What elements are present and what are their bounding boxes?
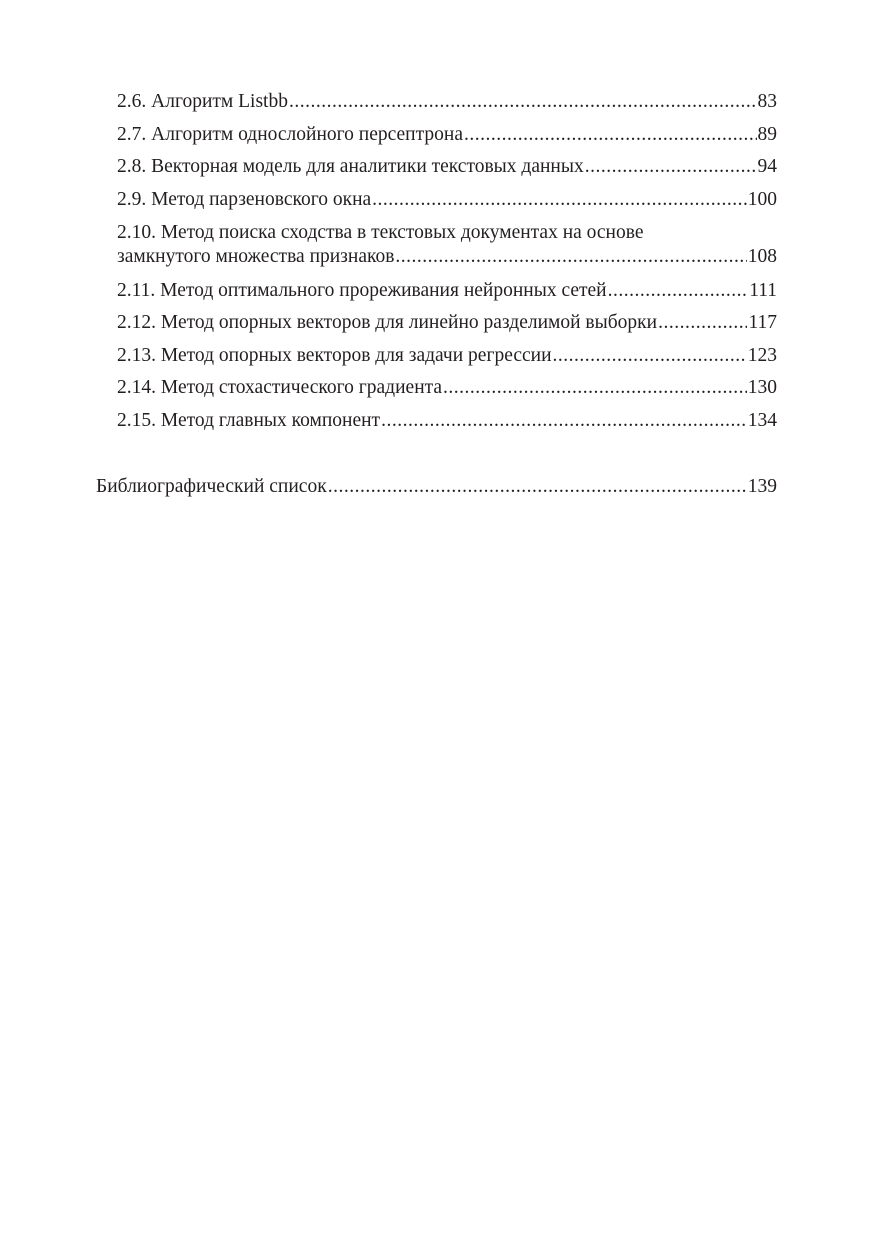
dot-leader [585,155,757,179]
dot-leader [372,188,747,212]
toc-entry[interactable] [117,155,777,179]
toc-entry-page: 134 [747,410,777,431]
toc-entry-page: 108 [747,246,777,267]
toc-entry[interactable] [117,188,777,212]
toc-entry[interactable] [117,279,777,303]
toc-entry-page: 117 [748,312,777,333]
dot-leader [328,475,747,499]
toc-entry[interactable] [117,376,777,400]
toc-entry-page: 89 [757,124,777,145]
toc-entry-title: 2.12. Метод опорных векторов для линейно разделимой выборки [117,312,658,333]
toc-entry-page: 111 [749,280,777,301]
toc-entry-title: 2.15. Метод главных компонент [117,410,381,431]
toc-entry-title: 2.6. Алгоритм Listbb [117,91,288,112]
dot-leader [289,90,757,114]
dot-leader [608,279,749,303]
dot-leader [464,123,757,147]
toc-entry-page: 123 [747,345,777,366]
toc-entry-page: 100 [747,189,777,210]
toc-entry-page: 130 [747,377,777,398]
toc-entry-title-line2: замкнутого множества признаков [117,246,395,267]
toc-entry-page: 94 [757,156,777,177]
toc-entry[interactable] [117,311,777,335]
dot-leader [658,311,747,335]
toc-entry[interactable] [117,221,777,269]
toc-entry-title: 2.7. Алгоритм однослойного персептрона [117,124,463,145]
toc-entry-page: 83 [757,91,777,112]
toc-entry[interactable] [117,90,777,114]
dot-leader [443,376,747,400]
toc-entry-title: Библиографический список [96,476,327,497]
toc-entry-bibliography[interactable] [96,475,777,499]
dot-leader [381,409,747,433]
dot-leader [553,344,747,368]
toc-entry[interactable] [117,344,777,368]
toc-entry[interactable] [117,409,777,433]
toc-entry-title-line1: 2.10. Метод поиска сходства в текстовых документах на основе [117,222,644,243]
toc-entry[interactable] [117,123,777,147]
toc-entry-title: 2.11. Метод оптимального прореживания нейронных сетей [117,280,607,301]
toc-entry-title: 2.8. Векторная модель для аналитики текстовых данных [117,156,584,177]
toc-entry-title: 2.13. Метод опорных векторов для задачи регрессии [117,345,552,366]
toc-entry-title: 2.14. Метод стохастического градиента [117,377,443,398]
toc-entry-page: 139 [747,476,777,497]
toc-entry-title: 2.9. Метод парзеновского окна [117,189,372,210]
dot-leader [395,245,746,269]
